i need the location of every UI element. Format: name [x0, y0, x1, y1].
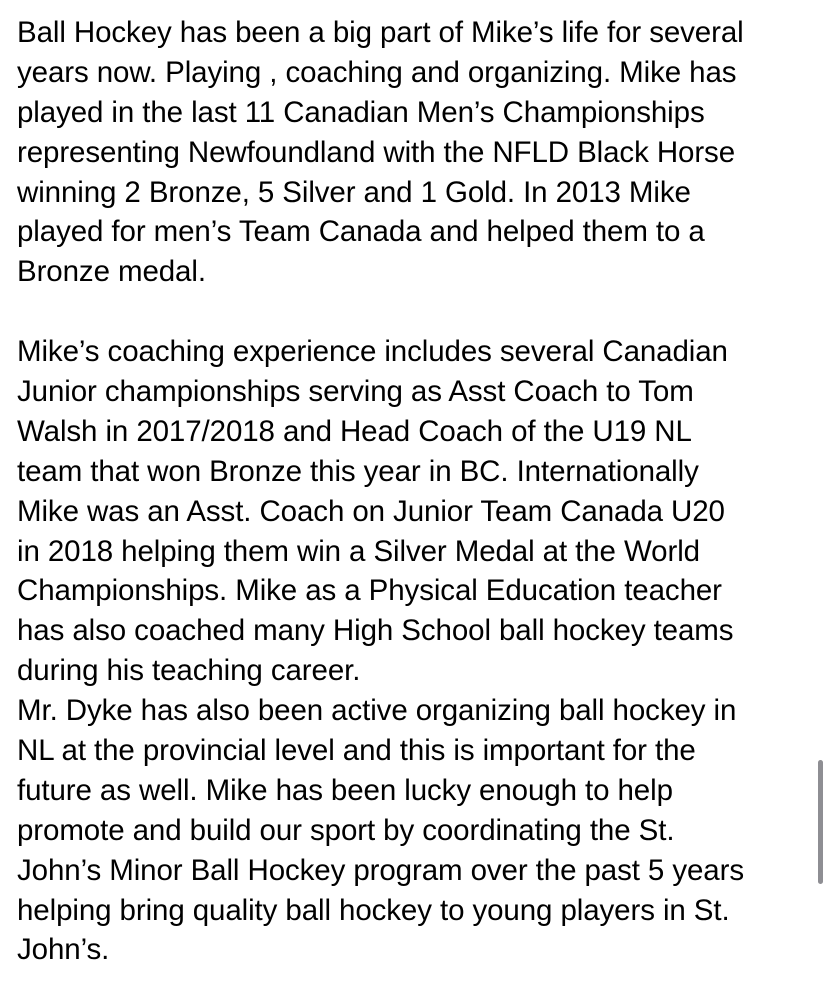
text-line: team that won Bronze this year in BC. Internationally	[17, 454, 699, 488]
text-line: promote and build our sport by coordinating the St.	[17, 813, 675, 847]
text-line: Mike was an Asst. Coach on Junior Team Canada U20	[17, 494, 725, 528]
text-line: years now. Playing , coaching and organizing. Mike has	[17, 55, 737, 89]
text-line: Bronze medal.	[17, 255, 206, 289]
paragraph-coaching-experience	[17, 332, 817, 691]
text-line: representing Newfoundland with the NFLD Black Horse	[17, 135, 736, 169]
text-line: in 2018 helping them win a Silver Medal at the World	[17, 534, 700, 568]
vertical-scrollbar[interactable]	[818, 760, 823, 884]
text-line: future as well. Mike has been lucky enough to help	[17, 773, 673, 807]
text-line: Junior championships serving as Asst Coach to Tom	[17, 375, 694, 409]
text-line: played in the last 11 Canadian Men’s Championships	[17, 95, 705, 129]
text-line: NL at the provincial level and this is important for the	[17, 734, 696, 768]
blank-line	[17, 292, 817, 332]
text-line: helping bring quality ball hockey to young players in St.	[17, 893, 730, 927]
text-line: played for men’s Team Canada and helped them to a	[17, 215, 705, 249]
text-line: Mr. Dyke has also been active organizing ball hockey in	[17, 694, 737, 728]
text-line: John’s.	[17, 933, 110, 967]
paragraph-organizing	[17, 691, 817, 970]
text-line: winning 2 Bronze, 5 Silver and 1 Gold. In 2013 Mike	[17, 175, 691, 209]
text-line: Mike’s coaching experience includes several Canadian	[17, 335, 728, 369]
text-line: John’s Minor Ball Hockey program over the past 5 years	[17, 853, 744, 887]
paragraph-playing-career	[17, 13, 817, 292]
text-line: Ball Hockey has been a big part of Mike’s life for several	[17, 16, 744, 49]
text-line: has also coached many High School ball hockey teams	[17, 614, 734, 648]
text-line: during his teaching career.	[17, 654, 361, 688]
text-line: Championships. Mike as a Physical Education teacher	[17, 574, 722, 608]
note-body[interactable]	[17, 13, 817, 970]
text-line: Walsh in 2017/2018 and Head Coach of the U19 NL	[17, 414, 692, 448]
